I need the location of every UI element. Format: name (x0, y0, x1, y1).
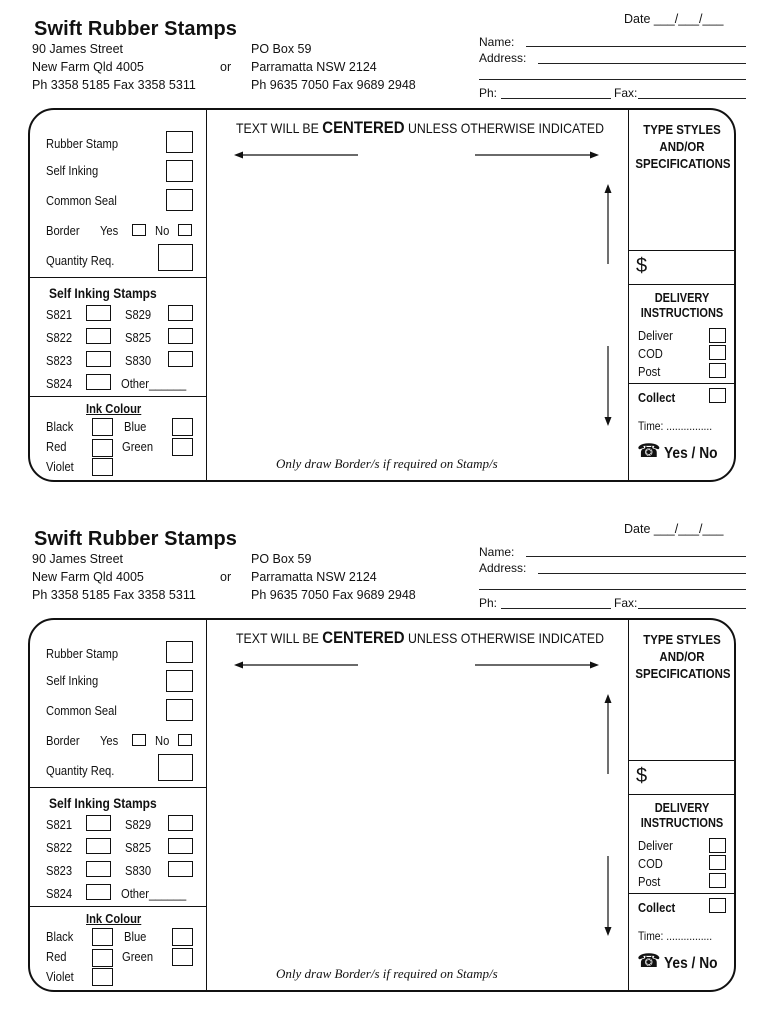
or-label: or (220, 570, 232, 584)
collect-checkbox[interactable] (709, 388, 726, 403)
ink-colour-checkbox[interactable] (92, 949, 113, 967)
address-label: Address: (479, 561, 527, 575)
fax-label: Fax: (614, 596, 638, 610)
delivery-heading: DELIVERY INSTRUCTIONS (640, 291, 724, 320)
model-checkbox[interactable] (86, 884, 111, 900)
border-no-checkbox[interactable] (178, 224, 192, 236)
rubber-stamp-checkbox[interactable] (166, 131, 193, 153)
quantity-input[interactable] (158, 754, 193, 781)
ink-colour-label: Black (46, 419, 74, 434)
ink-colour-checkbox[interactable] (172, 948, 193, 966)
model-label: S822 (46, 840, 73, 855)
stamp-design-area[interactable] (216, 680, 596, 960)
price-field[interactable]: $ (636, 765, 648, 787)
type-styles-heading: TYPE STYLES AND/OR SPECIFICATIONS (635, 632, 731, 681)
company-name: Swift Rubber Stamps (34, 18, 238, 40)
deliver-checkbox[interactable] (709, 328, 726, 343)
centered-instruction: TEXT WILL BE CENTERED UNLESS OTHERWISE INDICATED (236, 118, 604, 137)
border-yes-label: Yes (100, 733, 119, 748)
border-no-checkbox[interactable] (178, 734, 192, 746)
model-checkbox[interactable] (86, 861, 111, 877)
centered-instruction: TEXT WILL BE CENTERED UNLESS OTHERWISE INDICATED (236, 628, 604, 647)
model-label: S822 (46, 330, 73, 345)
time-field[interactable]: Time: ................ (638, 419, 713, 433)
model-checkbox[interactable] (86, 374, 111, 390)
ink-colour-checkbox[interactable] (172, 418, 193, 436)
divider (628, 760, 735, 761)
ink-colour-checkbox[interactable] (92, 968, 113, 986)
ink-colour-label: Green (122, 439, 154, 454)
ink-colour-label: Red (46, 439, 67, 454)
ink-colour-checkbox[interactable] (172, 928, 193, 946)
address-line: New Farm Qld 4005 (32, 60, 144, 74)
address-line: New Farm Qld 4005 (32, 570, 144, 584)
divider (628, 619, 629, 991)
post-checkbox[interactable] (709, 873, 726, 888)
phone-field[interactable] (501, 98, 611, 99)
deliver-checkbox[interactable] (709, 838, 726, 853)
ink-colour-label: Violet (46, 459, 74, 474)
divider (206, 619, 207, 991)
address-field[interactable] (538, 63, 746, 64)
time-field[interactable]: Time: ................ (638, 929, 713, 943)
address-line: 90 James Street (32, 42, 124, 56)
name-field[interactable] (526, 556, 746, 557)
phone-icon: ☎ (637, 951, 661, 972)
date-field[interactable]: Date ___/___/___ (624, 12, 724, 26)
divider (628, 383, 735, 384)
address-line: PO Box 59 (251, 42, 312, 56)
fax-label: Fax: (614, 86, 638, 100)
ink-colour-heading: Ink Colour (86, 401, 142, 416)
price-field[interactable]: $ (636, 255, 648, 277)
post-label: Post (638, 364, 661, 379)
ink-colour-label: Black (46, 929, 74, 944)
left-arrow-icon (234, 660, 358, 670)
self-inking-checkbox[interactable] (166, 160, 193, 182)
divider (30, 396, 207, 397)
cod-checkbox[interactable] (709, 345, 726, 360)
quantity-input[interactable] (158, 244, 193, 271)
quantity-label: Quantity Req. (46, 763, 115, 778)
right-arrow-icon (475, 150, 599, 160)
common-seal-checkbox[interactable] (166, 699, 193, 721)
deliver-label: Deliver (638, 838, 673, 853)
self-inking-label: Self Inking (46, 163, 99, 178)
right-arrow-icon (475, 660, 599, 670)
divider (628, 893, 735, 894)
border-yes-checkbox[interactable] (132, 734, 146, 746)
address-line: Parramatta NSW 2124 (251, 570, 377, 584)
quantity-label: Quantity Req. (46, 253, 115, 268)
phone-yes-no[interactable]: Yes / No (664, 445, 718, 462)
type-styles-heading: TYPE STYLES AND/OR SPECIFICATIONS (635, 122, 731, 171)
self-inking-label: Self Inking (46, 673, 99, 688)
model-label: S830 (125, 863, 152, 878)
model-checkbox[interactable] (168, 861, 193, 877)
divider (30, 277, 207, 278)
down-arrow-icon (603, 856, 613, 936)
self-inking-checkbox[interactable] (166, 670, 193, 692)
model-label: S825 (125, 840, 152, 855)
model-label: S823 (46, 863, 73, 878)
address-line: PO Box 59 (251, 552, 312, 566)
model-checkbox[interactable] (86, 815, 111, 831)
model-checkbox[interactable] (168, 305, 193, 321)
name-field[interactable] (526, 46, 746, 47)
post-label: Post (638, 874, 661, 889)
left-arrow-icon (234, 150, 358, 160)
ink-colour-checkbox[interactable] (92, 928, 113, 946)
model-label: S823 (46, 353, 73, 368)
border-no-label: No (155, 223, 170, 238)
rubber-stamp-checkbox[interactable] (166, 641, 193, 663)
phone-label: Ph: (479, 86, 498, 100)
ink-colour-label: Blue (124, 929, 147, 944)
border-label: Border (46, 733, 80, 748)
cod-label: COD (638, 856, 663, 871)
divider (206, 109, 207, 481)
up-arrow-icon (603, 184, 613, 264)
divider (628, 109, 629, 481)
model-checkbox[interactable] (86, 351, 111, 367)
ink-colour-checkbox[interactable] (172, 438, 193, 456)
phone-line: Ph 3358 5185 Fax 3358 5311 (32, 78, 196, 92)
divider (30, 906, 207, 907)
phone-label: Ph: (479, 596, 498, 610)
self-inking-stamps-heading: Self Inking Stamps (49, 285, 157, 301)
border-yes-label: Yes (100, 223, 119, 238)
model-checkbox[interactable] (86, 305, 111, 321)
phone-yes-no[interactable]: Yes / No (664, 955, 718, 972)
divider (628, 794, 735, 795)
order-form-1 (0, 0, 770, 490)
ink-colour-label: Red (46, 949, 67, 964)
delivery-heading: DELIVERY INSTRUCTIONS (640, 801, 724, 830)
self-inking-stamps-heading: Self Inking Stamps (49, 795, 157, 811)
model-label: S821 (46, 307, 73, 322)
ink-colour-label: Blue (124, 419, 147, 434)
phone-icon: ☎ (637, 441, 661, 462)
ink-colour-checkbox[interactable] (92, 439, 113, 457)
model-label: S824 (46, 886, 73, 901)
cod-label: COD (638, 346, 663, 361)
border-note: Only draw Border/s if required on Stamp/s (276, 456, 498, 471)
name-label: Name: (479, 545, 515, 559)
address-line: 90 James Street (32, 552, 124, 566)
model-checkbox[interactable] (168, 815, 193, 831)
address-line: Parramatta NSW 2124 (251, 60, 377, 74)
cod-checkbox[interactable] (709, 855, 726, 870)
model-label: S821 (46, 817, 73, 832)
post-checkbox[interactable] (709, 363, 726, 378)
divider (30, 787, 207, 788)
border-no-label: No (155, 733, 170, 748)
divider (628, 284, 735, 285)
ink-colour-checkbox[interactable] (92, 458, 113, 476)
fax-field[interactable] (638, 98, 746, 99)
stamp-design-area[interactable] (216, 170, 596, 450)
collect-label: Collect (638, 900, 676, 915)
rubber-stamp-label: Rubber Stamp (46, 646, 119, 661)
down-arrow-icon (603, 346, 613, 426)
border-yes-checkbox[interactable] (132, 224, 146, 236)
model-label: S829 (125, 817, 152, 832)
common-seal-label: Common Seal (46, 193, 117, 208)
model-checkbox[interactable] (86, 838, 111, 854)
rubber-stamp-label: Rubber Stamp (46, 136, 119, 151)
address-field-line2[interactable] (479, 589, 746, 590)
phone-line: Ph 9635 7050 Fax 9689 2948 (251, 588, 416, 602)
model-label: S829 (125, 307, 152, 322)
model-checkbox[interactable] (168, 351, 193, 367)
phone-line: Ph 9635 7050 Fax 9689 2948 (251, 78, 416, 92)
address-field[interactable] (538, 573, 746, 574)
model-label: S825 (125, 330, 152, 345)
or-label: or (220, 60, 232, 74)
ink-colour-label: Green (122, 949, 154, 964)
model-checkbox[interactable] (168, 328, 193, 344)
ink-colour-checkbox[interactable] (92, 418, 113, 436)
company-name: Swift Rubber Stamps (34, 528, 238, 550)
collect-label: Collect (638, 390, 676, 405)
phone-line: Ph 3358 5185 Fax 3358 5311 (32, 588, 196, 602)
ink-colour-label: Violet (46, 969, 74, 984)
divider (628, 250, 735, 251)
other-model-field[interactable]: Other______ (121, 886, 187, 901)
collect-checkbox[interactable] (709, 898, 726, 913)
ink-colour-heading: Ink Colour (86, 911, 142, 926)
name-label: Name: (479, 35, 515, 49)
phone-field[interactable] (501, 608, 611, 609)
common-seal-label: Common Seal (46, 703, 117, 718)
border-note: Only draw Border/s if required on Stamp/s (276, 966, 498, 981)
model-label: S824 (46, 376, 73, 391)
model-label: S830 (125, 353, 152, 368)
up-arrow-icon (603, 694, 613, 774)
address-label: Address: (479, 51, 527, 65)
address-field-line2[interactable] (479, 79, 746, 80)
fax-field[interactable] (638, 608, 746, 609)
order-form-2 (0, 510, 770, 1000)
model-checkbox[interactable] (86, 328, 111, 344)
model-checkbox[interactable] (168, 838, 193, 854)
common-seal-checkbox[interactable] (166, 189, 193, 211)
deliver-label: Deliver (638, 328, 673, 343)
border-label: Border (46, 223, 80, 238)
date-field[interactable]: Date ___/___/___ (624, 522, 724, 536)
other-model-field[interactable]: Other______ (121, 376, 187, 391)
